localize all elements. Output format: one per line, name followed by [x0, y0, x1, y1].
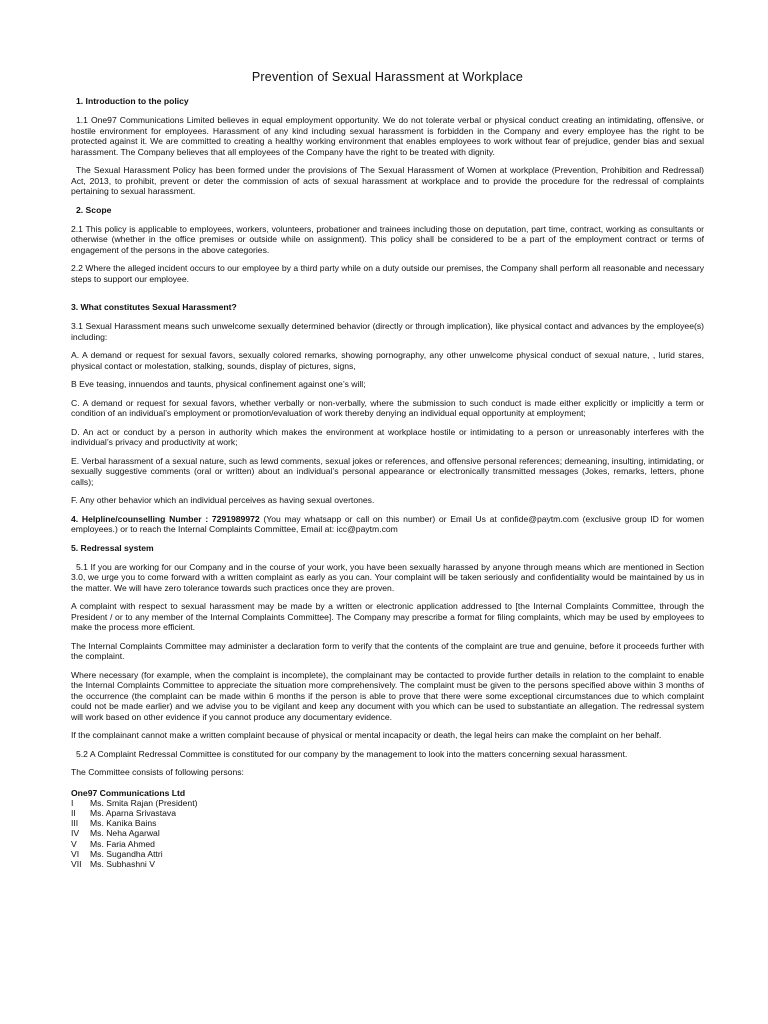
helpline-label: 4. Helpline/counselling Number : 7291989972: [71, 513, 260, 524]
committee-company: One97 Communications Ltd: [71, 787, 186, 798]
section-5-paragraph-1: 5.1 If you are working for our Company and in the course of your work, you have been sexually harassed by anyone through means which are mentioned in Section 3.0, we urge you to come forward with a written complaint as early as you can. Your complaint will be taken seriously and confidentiality would be maintained by us in the matter. We will have zero tolerance towards such practices once they are proven.: [71, 561, 704, 593]
section-2-paragraph-2: 2.2 Where the alleged incident occurs to our employee by a third party while on a duty outside our premises, the Company shall perform all reasonable and necessary steps to support our employee.: [71, 263, 704, 284]
section-3-item-f: F. Any other behavior which an individual perceives as having sexual overtones.: [71, 495, 375, 505]
section-3-heading: 3. What constitutes Sexual Harassment?: [71, 302, 237, 312]
committee-member: II Ms. Aparna Srivastava: [71, 807, 176, 818]
section-3-paragraph-1: 3.1 Sexual Harassment means such unwelcome sexually determined behavior (directly or through implication), like physical contact and advances by the employee(s) including:: [71, 321, 704, 342]
section-3-item-a: A. A demand or request for sexual favors, sexually colored remarks, showing pornography, any other unwelcome physical conduct of sexual nature, , lurid stares, physical contact or molestation, stalking, sounds, display of pictures, signs,: [71, 350, 704, 371]
section-5-heading: 5. Redressal system: [71, 542, 154, 553]
section-2-paragraph-1: 2.1 This policy is applicable to employees, workers, volunteers, probationer and trainees including those on deputation, part time, contract, working as consultants or otherwise (whether in the office premises or outside while on assignment). This policy shall be considered to be a part of the employment contract or terms of engagement of the persons in the above categories.: [71, 223, 704, 255]
section-5-paragraph-5: If the complainant cannot make a written complaint because of physical or mental incapacity or death, the legal heirs can make the complaint on her behalf.: [71, 730, 662, 740]
committee-member: V Ms. Faria Ahmed: [71, 838, 155, 849]
committee-member: VI Ms. Sugandha Attri: [71, 848, 163, 859]
section-1-paragraph-1: 1.1 One97 Communications Limited believes in equal employment opportunity. We do not tolerate verbal or physical conduct creating an intimidating, offensive, or hostile environment for employees. Harassment of any kind including sexual harassment is forbidden in the Company and every employee has the right to be protected against it. We are committed to creating a healthy working environment that enables employees to work without fear of prejudice, gender bias and sexual harassment. The Company believes that all employees of the Company have the right to be treated with dignity.: [71, 115, 704, 157]
section-3-item-d: D. An act or conduct by a person in authority which makes the environment at workplace hostile or intimidating to a person or unreasonably interferes with the individual’s privacy and productivity at work;: [71, 426, 704, 447]
document-title: Prevention of Sexual Harassment at Workplace: [251, 70, 524, 84]
section-5-paragraph-6: 5.2 A Complaint Redressal Committee is constituted for our company by the management to look into the matters concerning sexual harassment.: [76, 748, 628, 759]
section-2-heading: 2. Scope: [76, 204, 112, 215]
section-5-paragraph-7: The Committee consists of following persons:: [71, 767, 244, 777]
helpline-text: (You may whatsapp or call on this number) or Email Us at confide@paytm.com (exclusive group ID for women employees.) or to reach the Internal Complaints Committee, Email at: icc@paytm.com: [71, 513, 705, 534]
section-3-item-e: E. Verbal harassment of a sexual nature, such as lewd comments, sexual jokes or references, and offensive personal references; demeaning, insulting, intimidating, or sexually suggestive comments (oral or written) about an individual’s personal appearance or electronically transmitted messages (Jokes, remarks, letters, phone calls);: [71, 455, 704, 487]
committee-member: III Ms. Kanika Bains: [71, 818, 157, 829]
section-3-item-c: C. A demand or request for sexual favors, whether verbally or non-verbally, where the submission to such conduct is made either explicitly or implicitly a term or condition of an individual’s employment or promotion/evaluation of work thereby denying an individual equal opportunity at employment;: [71, 397, 704, 418]
section-5-paragraph-3: The Internal Complaints Committee may administer a declaration form to verify that the contents of the complaint are true and genuine, before it proceeds further with the complaint.: [71, 640, 704, 661]
section-1-paragraph-2: The Sexual Harassment Policy has been formed under the provisions of The Sexual Harassment of Women at workplace (Prevention, Prohibition and Redressal) Act, 2013, to prohibit, prevent or deter the commission of acts of sexual harassment at workplace and to provide the procedure for the redressal of complaints pertaining to sexual harassment.: [71, 165, 704, 196]
committee-member: VII Ms. Subhashni V: [71, 859, 155, 870]
committee-member: I Ms. Smita Rajan (President): [71, 797, 198, 808]
section-5-paragraph-4: Where necessary (for example, when the complaint is incomplete), the complainant may be contacted to provide further details in relation to the complaint to enable the Internal Complaints Committee to appreciate the situation more comprehensively. The complaint must be given to the persons specified above within 3 months of the occurrence (the complaint can be made within 6 months if the person is able to prove that there were some exceptional circumstances due to which complaint could not be made earlier) and we advise you to be vigilant and keep any document with you which can be used to substantiate an allegation. The redressal system will work based on other evidence if you cannot produce any documentary evidence.: [71, 669, 704, 722]
committee-members-list: [71, 798, 704, 870]
section-1-heading: 1. Introduction to the policy: [76, 96, 189, 106]
section-4-helpline: [71, 514, 704, 535]
committee-member: IV Ms. Neha Agarwal: [71, 828, 160, 839]
section-3-item-b: B Eve teasing, innuendos and taunts, physical confinement against one’s will;: [71, 379, 366, 389]
section-5-paragraph-2: A complaint with respect to sexual harassment may be made by a written or electronic application addressed to [the Internal Complaints Committee, through the President / or to any member of the Internal Complaints Committee]. The Company may prescribe a format for filing complaints, which may be used by employees to make the process more efficient.: [71, 601, 704, 632]
